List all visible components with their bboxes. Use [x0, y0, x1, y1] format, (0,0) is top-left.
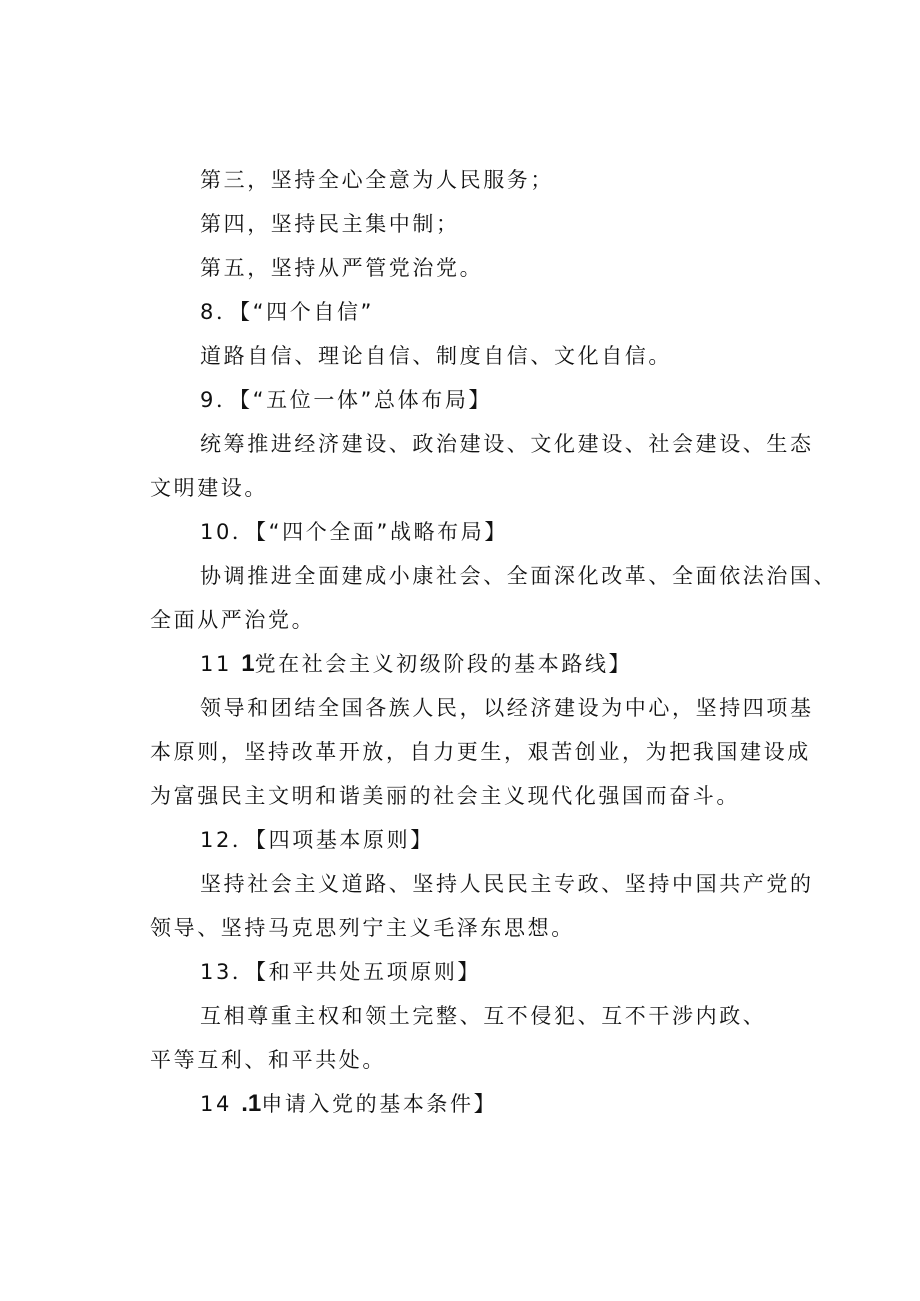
body-item-9-line-2: 文明建设。 — [150, 476, 268, 500]
body-item-12-line-1: 坚持社会主义道路、坚持人民民主专政、坚持中国共产党的 — [200, 872, 814, 896]
heading-item-9: 9．【“五位一体”总体布局】 — [200, 388, 493, 412]
heading-item-10: 10．【“四个全面”战略布局】 — [200, 520, 508, 544]
body-item-13-line-1: 互相尊重主权和领土完整、互不侵犯、互不干涉内政、 — [200, 1004, 767, 1028]
heading-item-14-title: 申请入党的基本条件】 — [261, 1092, 498, 1116]
heading-item-14-number: 14 — [200, 1092, 242, 1116]
heading-item-11 — [200, 650, 632, 678]
body-item-13-line-2: 平等互利、和平共处。 — [150, 1048, 386, 1072]
body-item-10-line-2: 全面从严治党。 — [150, 608, 316, 632]
body-item-11-line-1: 领导和团结全国各族人民，以经济建设为中心，坚持四项基 — [200, 696, 814, 720]
item-7-point-4: 第四，坚持民主集中制； — [200, 212, 460, 236]
heading-item-14 — [200, 1090, 497, 1118]
body-item-8: 道路自信、理论自信、制度自信、文化自信。 — [200, 344, 672, 368]
heading-item-11-number: 11 — [200, 652, 242, 676]
heading-item-13: 13．【和平共处五项原则】 — [200, 960, 482, 984]
heading-item-14-mark: .1 — [241, 1090, 262, 1117]
body-item-10-line-1: 协调推进全面建成小康社会、全面深化改革、全面依法治国、 — [200, 564, 838, 588]
heading-item-11-mark: 1 — [241, 650, 255, 677]
heading-item-12: 12．【四项基本原则】 — [200, 828, 434, 852]
body-item-11-line-3: 为富强民主文明和谐美丽的社会主义现代化强国而奋斗。 — [150, 784, 740, 808]
heading-item-11-title: 党在社会主义初级阶段的基本路线】 — [254, 652, 633, 676]
item-7-point-3: 第三，坚持全心全意为人民服务； — [200, 168, 554, 192]
item-7-point-5: 第五，坚持从严管党治党。 — [200, 256, 484, 280]
heading-item-8: 8．【“四个自信” — [200, 300, 375, 324]
body-item-9-line-1: 统筹推进经济建设、政治建设、文化建设、社会建设、生态 — [200, 432, 814, 456]
body-item-12-line-2: 领导、坚持马克思列宁主义毛泽东思想。 — [150, 916, 575, 940]
body-item-11-line-2: 本原则，坚持改革开放，自力更生，艰苦创业，为把我国建设成 — [150, 740, 811, 764]
